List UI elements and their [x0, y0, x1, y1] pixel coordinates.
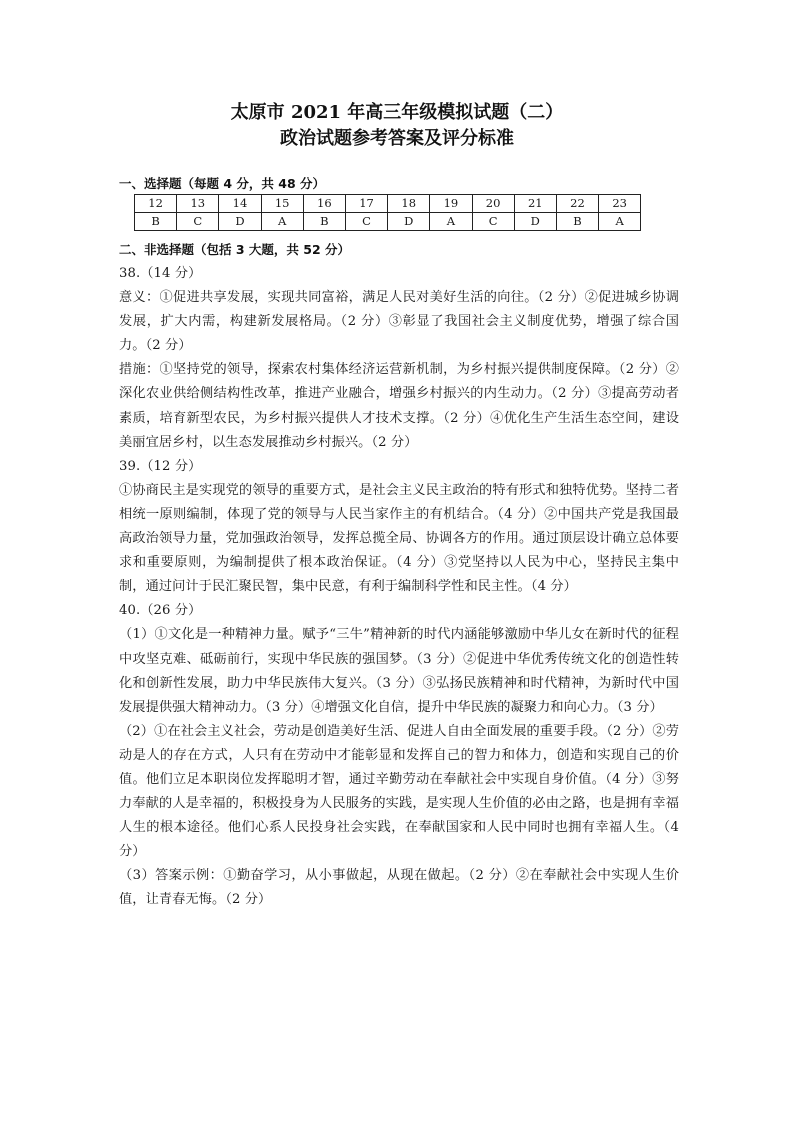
- answer-39: ①协商民主是实现党的领导的重要方式，是社会主义民主政治的特有形式和独特优势。坚持二者相统一原则编制，体现了党的领导与人民当家作主的有机结合。（4 分）②中国共产党是我国最高政治领导力量，党加强政治领导，发挥总揽全局、协调各方的作用。通过顶层设计确立总体要求和重要原则，为编制提供了根本政治保证。（4 分）③党坚持以人民为中心，坚持民主集中制，通过问计于民汇聚民智，集中民意，有利于编制科学性和民主性。（4 分）: [119, 482, 679, 595]
- section-choice-heading: 一、选择题（每题 4 分，共 48 分）: [119, 176, 326, 191]
- question-40-heading: 40.（26 分）: [119, 603, 202, 619]
- answer-letter-cell: B: [303, 213, 345, 231]
- question-number-cell: 20: [472, 195, 514, 213]
- question-number-cell: 15: [261, 195, 303, 213]
- answer-38-measures: 措施：①坚持党的领导，探索农村集体经济运营新机制，为乡村振兴提供制度保障。（2 分）②深化农业供给侧结构性改革，推进产业融合，增强乡村振兴的内生动力。（2 分）③提高劳动者素质，培育新型农民，为乡村振兴提供人才技术支撑。（2 分）④优化生产生活生态空间，建设美丽宜居乡村，以生态发展推动乡村振兴。（2 分）: [119, 362, 679, 450]
- question-number-cell: 23: [599, 195, 641, 213]
- answer-letter-cell: A: [430, 213, 472, 231]
- answer-letter-row: [135, 213, 641, 231]
- question-number-cell: 21: [514, 195, 556, 213]
- answer-letter-cell: D: [388, 213, 430, 231]
- question-number-cell: 12: [135, 195, 177, 213]
- question-39-heading: 39.（12 分）: [119, 458, 202, 474]
- question-number-cell: 13: [177, 195, 219, 213]
- answer-letter-cell: D: [514, 213, 556, 231]
- question-38-heading: 38.（14 分）: [119, 266, 202, 281]
- answer-letter-cell: B: [556, 213, 598, 231]
- question-number-cell: 16: [303, 195, 345, 213]
- answer-letter-cell: C: [177, 213, 219, 231]
- answer-letter-cell: C: [472, 213, 514, 231]
- page-subtitle: 政治试题参考答案及评分标准: [280, 128, 514, 149]
- question-number-cell: 14: [219, 195, 261, 213]
- answer-40-part3: （3）答案示例：①勤奋学习，从小事做起，从现在做起。（2 分）②在奉献社会中实现人生价值，让青春无悔。（2 分）: [119, 868, 679, 908]
- answer-letter-cell: A: [599, 213, 641, 231]
- answer-letter-cell: B: [135, 213, 177, 231]
- choice-answer-table: [134, 194, 641, 231]
- question-number-cell: 18: [388, 195, 430, 213]
- section-nonchoice-heading: 二、非选择题（包括 3 大题，共 52 分）: [119, 242, 351, 257]
- page-title: 太原市 2021 年高三年级模拟试题（二）: [230, 102, 564, 123]
- answer-letter-cell: A: [261, 213, 303, 231]
- question-number-cell: 19: [430, 195, 472, 213]
- answer-40-part2: （2）①在社会主义社会，劳动是创造美好生活、促进人自由全面发展的重要手段。（2 分）②劳动是人的存在方式，人只有在劳动中才能彰显和发挥自己的智力和体力，创造和实现自己的价值。他们立足本职岗位发挥聪明才智，通过辛勤劳动在奉献社会中实现自身价值。（4 分）③努力奉献的人是幸福的，积极投身为人民服务的实践，是实现人生价值的必由之路，也是拥有幸福人生的根本途径。他们心系人民投身社会实践，在奉献国家和人民中同时也拥有幸福人生。（4 分）: [119, 723, 679, 860]
- question-number-row: [135, 195, 641, 213]
- answer-body: [119, 262, 679, 913]
- question-number-cell: 22: [556, 195, 598, 213]
- answer-letter-cell: D: [219, 213, 261, 231]
- question-number-cell: 17: [345, 195, 387, 213]
- answer-38-significance: 意义：①促进共享发展，实现共同富裕，满足人民对美好生活的向往。（2 分）②促进城乡协调发展，扩大内需，构建新发展格局。（2 分）③彰显了我国社会主义制度优势，增强了综合国力。（2 分）: [119, 290, 679, 354]
- answer-40-part1: （1）①文化是一种精神力量。赋予“三牛”精神新的时代内涵能够激励中华儿女在新时代的征程中攻坚克难、砥砺前行，实现中华民族的强国梦。（3 分）②促进中华优秀传统文化的创造性转化和创新性发展，助力中华民族伟大复兴。（3 分）③弘扬民族精神和时代精神，为新时代中国发展提供强大精神动力。（3 分）④增强文化自信，提升中华民族的凝聚力和向心力。（3 分）: [119, 627, 679, 715]
- answer-letter-cell: C: [345, 213, 387, 231]
